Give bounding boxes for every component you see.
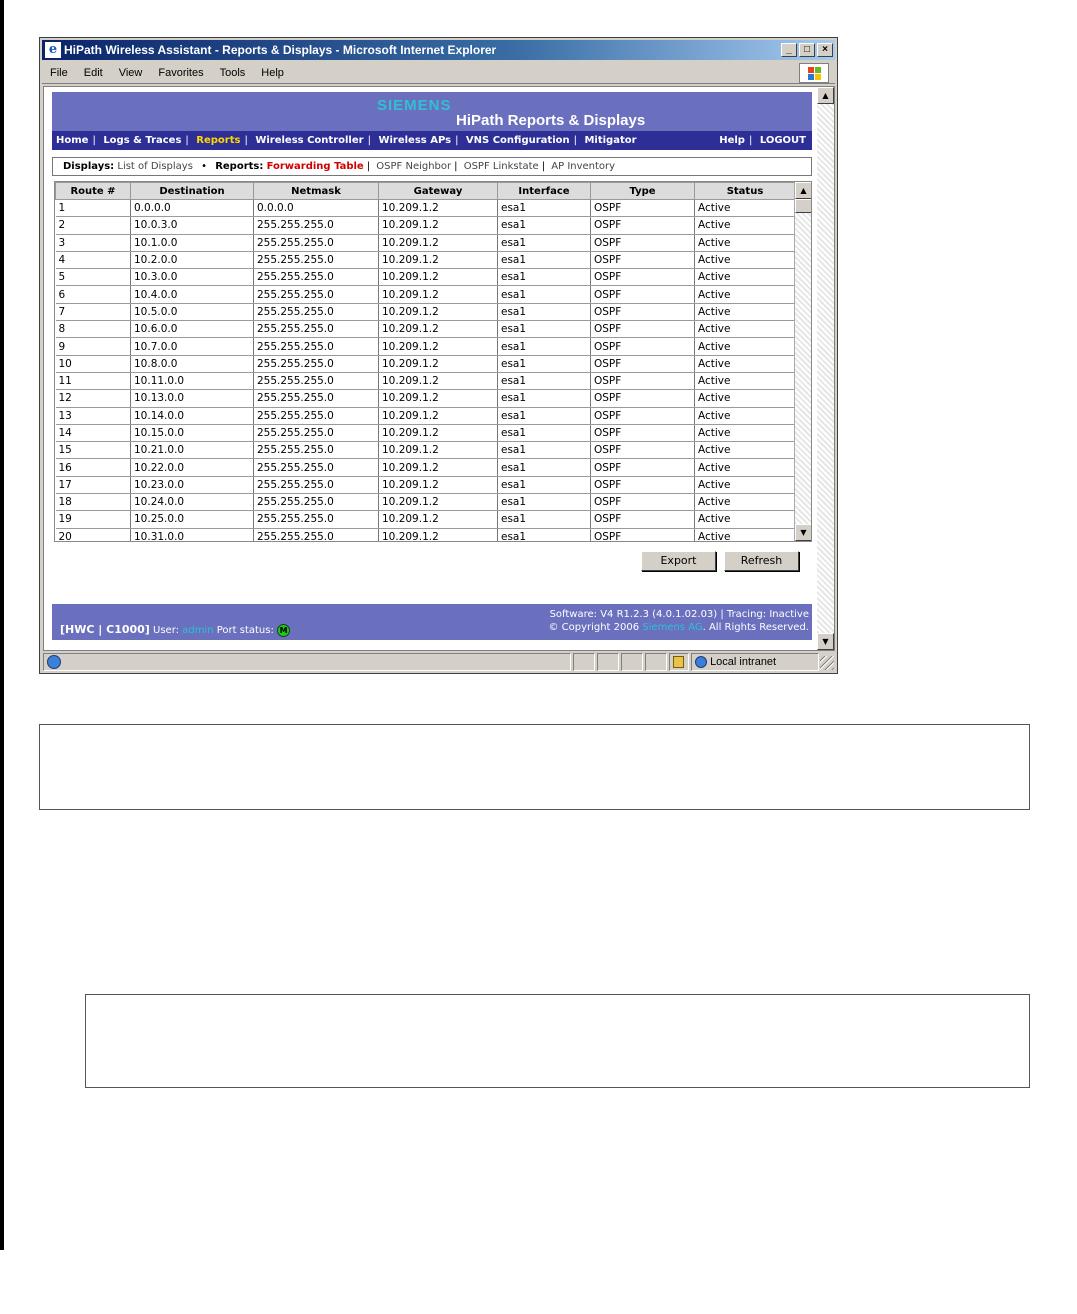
status-cell: Active [695,372,796,389]
type-cell: OSPF [591,390,695,407]
destination-cell: 0.0.0.0 [131,200,254,217]
gateway-cell: 10.209.1.2 [379,372,498,389]
table-row[interactable] [56,338,796,355]
interface-cell: esa1 [498,442,591,459]
nav-vns-configuration[interactable]: VNS Configuration [465,135,570,146]
user-label: User: [153,625,180,636]
controller-id: [HWC | C1000] [60,623,150,636]
resize-grip-icon[interactable] [820,656,834,670]
type-cell: OSPF [591,286,695,303]
status-cell: Active [695,459,796,476]
destination-cell: 10.11.0.0 [131,372,254,389]
type-cell: OSPF [591,494,695,511]
table-row[interactable] [56,390,796,407]
status-cell: Active [695,424,796,441]
table-row[interactable] [56,372,796,389]
interface-cell: esa1 [498,459,591,476]
nav-reports[interactable]: Reports [196,135,241,146]
destination-cell: 10.24.0.0 [131,494,254,511]
gateway-cell: 10.209.1.2 [379,407,498,424]
nav-home[interactable]: Home [56,135,89,146]
interface-cell: esa1 [498,338,591,355]
type-cell: OSPF [591,511,695,528]
gateway-cell: 10.209.1.2 [379,200,498,217]
destination-cell: 10.0.3.0 [131,217,254,234]
menu-favorites[interactable]: Favorites [158,66,204,79]
status-cell: Active [695,442,796,459]
type-cell: OSPF [591,234,695,251]
windows-flag-icon [799,63,829,83]
table-row[interactable] [56,494,796,511]
table-row[interactable] [56,321,796,338]
netmask-cell: 255.255.255.0 [254,338,379,355]
route-number-cell: 6 [56,286,131,303]
gateway-cell: 10.209.1.2 [379,338,498,355]
netmask-cell: 255.255.255.0 [254,372,379,389]
destination-cell: 10.15.0.0 [131,424,254,441]
destination-cell: 10.25.0.0 [131,511,254,528]
route-number-cell: 13 [56,407,131,424]
col-status[interactable]: Status [695,183,796,200]
destination-cell: 10.4.0.0 [131,286,254,303]
gateway-cell: 10.209.1.2 [379,511,498,528]
nav-logout[interactable]: LOGOUT [759,135,806,146]
app-title: HiPath Reports & Displays [456,112,646,129]
interface-cell: esa1 [498,303,591,320]
page-scrollbar[interactable] [817,87,834,650]
minimize-button[interactable]: _ [781,43,797,57]
route-number-cell: 1 [56,200,131,217]
interface-cell: esa1 [498,234,591,251]
netmask-cell: 255.255.255.0 [254,407,379,424]
ospf-neighbor-link[interactable]: OSPF Neighbor [376,161,452,172]
ospf-linkstate-link[interactable]: OSPF Linkstate [463,161,539,172]
forwarding-table [55,182,796,542]
copyright [548,621,809,634]
nav-mitigator[interactable]: Mitigator [584,135,637,146]
status-text [43,653,571,671]
subnav-bullet: • [201,161,208,172]
col-interface[interactable]: Interface [498,183,591,200]
status-cell-3 [621,653,643,671]
route-number-cell: 17 [56,476,131,493]
col-gateway[interactable]: Gateway [379,183,498,200]
type-cell: OSPF [591,321,695,338]
route-number-cell: 16 [56,459,131,476]
window-title: HiPath Wireless Assistant - Reports & Displays - Microsoft Internet Explorer [64,43,497,57]
interface-cell: esa1 [498,269,591,286]
nav-logs-traces[interactable]: Logs & Traces [103,135,182,146]
menu-help[interactable]: Help [261,66,284,79]
netmask-cell: 255.255.255.0 [254,459,379,476]
port-status-label: Port status: [216,625,274,636]
netmask-cell: 255.255.255.0 [254,476,379,493]
netmask-cell: 255.255.255.0 [254,355,379,372]
footer-right [548,608,809,634]
table-row[interactable] [56,269,796,286]
browser-window [39,37,838,674]
route-number-cell: 20 [56,528,131,542]
route-number-cell: 3 [56,234,131,251]
menu-file[interactable]: File [50,66,68,79]
refresh-button[interactable]: Refresh [724,551,799,571]
route-number-cell: 11 [56,372,131,389]
status-cell: Active [695,476,796,493]
software-version: Software: V4 R1.2.3 (4.0.1.02.03) | Tracing: Inactive [549,609,809,620]
status-cell: Active [695,494,796,511]
port-status-icon: M [277,624,290,637]
netmask-cell: 255.255.255.0 [254,234,379,251]
status-cell: Active [695,286,796,303]
gateway-cell: 10.209.1.2 [379,528,498,542]
destination-cell: 10.6.0.0 [131,321,254,338]
nav-wireless-aps[interactable]: Wireless APs [378,135,452,146]
menu-bar [42,62,835,84]
export-button[interactable]: Export [641,551,716,571]
gateway-cell: 10.209.1.2 [379,217,498,234]
zone-label: Local intranet [710,656,777,668]
netmask-cell: 255.255.255.0 [254,303,379,320]
interface-cell: esa1 [498,286,591,303]
close-button[interactable]: × [817,43,833,57]
siemens-logo: SIEMENS [377,97,452,114]
netmask-cell: 255.255.255.0 [254,424,379,441]
col-netmask[interactable]: Netmask [254,183,379,200]
table-row[interactable] [56,407,796,424]
interface-cell: esa1 [498,476,591,493]
interface-cell: esa1 [498,251,591,268]
app-footer [52,604,812,640]
destination-cell: 10.3.0.0 [131,269,254,286]
destination-cell: 10.8.0.0 [131,355,254,372]
route-number-cell: 9 [56,338,131,355]
interface-cell: esa1 [498,528,591,542]
netmask-cell: 255.255.255.0 [254,269,379,286]
type-cell: OSPF [591,407,695,424]
netmask-cell: 255.255.255.0 [254,390,379,407]
table-row[interactable] [56,286,796,303]
status-cell: Active [695,338,796,355]
gateway-cell: 10.209.1.2 [379,303,498,320]
netmask-cell: 255.255.255.0 [254,251,379,268]
page-scroll-up-icon[interactable]: ▲ [817,87,834,104]
destination-cell: 10.23.0.0 [131,476,254,493]
destination-cell: 10.21.0.0 [131,442,254,459]
type-cell: OSPF [591,355,695,372]
table-row[interactable] [56,355,796,372]
reports-label: Reports: [215,161,264,172]
table-row[interactable] [56,511,796,528]
table-row[interactable] [56,234,796,251]
route-number-cell: 18 [56,494,131,511]
netmask-cell: 255.255.255.0 [254,217,379,234]
gateway-cell: 10.209.1.2 [379,390,498,407]
nav-help[interactable]: Help [719,135,745,146]
route-number-cell: 5 [56,269,131,286]
intranet-icon [695,656,707,668]
footer-left [60,623,290,637]
type-cell: OSPF [591,442,695,459]
zone-cell [691,653,819,671]
gateway-cell: 10.209.1.2 [379,459,498,476]
copyright-prefix: © Copyright 2006 [548,622,640,633]
destination-cell: 10.2.0.0 [131,251,254,268]
interface-cell: esa1 [498,200,591,217]
type-cell: OSPF [591,338,695,355]
siemens-link[interactable]: Siemens AG [642,622,703,633]
scroll-up-arrow-icon[interactable]: ▲ [795,182,812,199]
forwarding-table-container [54,181,812,542]
netmask-cell: 255.255.255.0 [254,528,379,542]
interface-cell: esa1 [498,494,591,511]
copyright-suffix: . All Rights Reserved. [702,622,809,633]
destination-cell: 10.22.0.0 [131,459,254,476]
gateway-cell: 10.209.1.2 [379,442,498,459]
type-cell: OSPF [591,372,695,389]
col-route[interactable]: Route # [56,183,131,200]
displays-label: Displays: [63,161,115,172]
table-row[interactable] [56,424,796,441]
status-cell: Active [695,390,796,407]
gateway-cell: 10.209.1.2 [379,286,498,303]
table-header-row [56,183,796,200]
type-cell: OSPF [591,528,695,542]
netmask-cell: 0.0.0.0 [254,200,379,217]
destination-cell: 10.31.0.0 [131,528,254,542]
status-cell: Active [695,407,796,424]
type-cell: OSPF [591,459,695,476]
table-row[interactable] [56,251,796,268]
route-number-cell: 4 [56,251,131,268]
destination-cell: 10.13.0.0 [131,390,254,407]
interface-cell: esa1 [498,390,591,407]
interface-cell: esa1 [498,424,591,441]
status-cell-2 [597,653,619,671]
menu-edit[interactable]: Edit [83,66,103,79]
type-cell: OSPF [591,303,695,320]
gateway-cell: 10.209.1.2 [379,355,498,372]
destination-cell: 10.7.0.0 [131,338,254,355]
gateway-cell: 10.209.1.2 [379,494,498,511]
status-lock-cell [669,653,689,671]
route-number-cell: 14 [56,424,131,441]
gateway-cell: 10.209.1.2 [379,251,498,268]
gateway-cell: 10.209.1.2 [379,269,498,286]
netmask-cell: 255.255.255.0 [254,442,379,459]
type-cell: OSPF [591,424,695,441]
status-cell: Active [695,511,796,528]
list-of-displays-link[interactable]: List of Displays [117,161,193,172]
table-row[interactable] [56,442,796,459]
status-cell: Active [695,355,796,372]
interface-cell: esa1 [498,407,591,424]
route-number-cell: 7 [56,303,131,320]
table-row[interactable] [56,476,796,493]
table-row[interactable] [56,528,796,542]
app-banner [52,92,812,131]
menu-view[interactable]: View [118,66,143,79]
destination-cell: 10.1.0.0 [131,234,254,251]
interface-cell: esa1 [498,372,591,389]
page-globe-icon [47,655,61,669]
status-cell: Active [695,200,796,217]
route-number-cell: 10 [56,355,131,372]
main-nav: Home | Logs & Traces | Reports | Wireless Controller | Wireless APs | VNS Configuration | Mitigator Help | LOGOUT [52,131,812,150]
title-bar[interactable] [42,40,835,60]
status-cell-4 [645,653,667,671]
status-cell: Active [695,217,796,234]
gateway-cell: 10.209.1.2 [379,321,498,338]
col-type[interactable]: Type [591,183,695,200]
table-body [56,200,796,543]
route-number-cell: 12 [56,390,131,407]
blank-frame-bottom [85,994,1030,1088]
status-cell-1 [573,653,595,671]
status-cell: Active [695,234,796,251]
table-scrollbar[interactable] [794,182,811,541]
status-cell: Active [695,303,796,320]
type-cell: OSPF [591,251,695,268]
lock-icon [673,656,684,668]
status-bar [43,653,835,672]
interface-cell: esa1 [498,217,591,234]
interface-cell: esa1 [498,355,591,372]
table-row[interactable] [56,217,796,234]
col-destination[interactable]: Destination [131,183,254,200]
table-row[interactable] [56,459,796,476]
netmask-cell: 255.255.255.0 [254,321,379,338]
interface-cell: esa1 [498,321,591,338]
scroll-down-arrow-icon[interactable]: ▼ [795,524,812,541]
table-row[interactable] [56,303,796,320]
route-number-cell: 19 [56,511,131,528]
route-number-cell: 15 [56,442,131,459]
destination-cell: 10.5.0.0 [131,303,254,320]
sub-nav: Displays: List of Displays • Reports: Forwarding Table | OSPF Neighbor | OSPF Linkstate | AP Inventory [52,157,812,176]
type-cell: OSPF [591,200,695,217]
forwarding-table-link[interactable]: Forwarding Table [266,161,364,172]
netmask-cell: 255.255.255.0 [254,286,379,303]
page-viewport [43,86,835,651]
type-cell: OSPF [591,476,695,493]
table-row[interactable] [56,200,796,217]
maximize-button[interactable]: □ [799,43,815,57]
page-left-rule [0,0,4,1250]
menu-tools[interactable]: Tools [219,66,246,79]
gateway-cell: 10.209.1.2 [379,234,498,251]
gateway-cell: 10.209.1.2 [379,424,498,441]
status-cell: Active [695,251,796,268]
ap-inventory-link[interactable]: AP Inventory [551,161,616,172]
route-number-cell: 2 [56,217,131,234]
page-scroll-down-icon[interactable]: ▼ [817,633,834,650]
scroll-thumb[interactable] [795,199,812,213]
netmask-cell: 255.255.255.0 [254,511,379,528]
status-cell: Active [695,321,796,338]
status-cell: Active [695,528,796,542]
ie-icon: e [45,42,61,58]
nav-wireless-controller[interactable]: Wireless Controller [255,135,364,146]
status-cell: Active [695,269,796,286]
blank-frame-top [39,724,1030,810]
type-cell: OSPF [591,217,695,234]
user-name: admin [182,625,214,636]
type-cell: OSPF [591,269,695,286]
gateway-cell: 10.209.1.2 [379,476,498,493]
netmask-cell: 255.255.255.0 [254,494,379,511]
route-number-cell: 8 [56,321,131,338]
interface-cell: esa1 [498,511,591,528]
destination-cell: 10.14.0.0 [131,407,254,424]
